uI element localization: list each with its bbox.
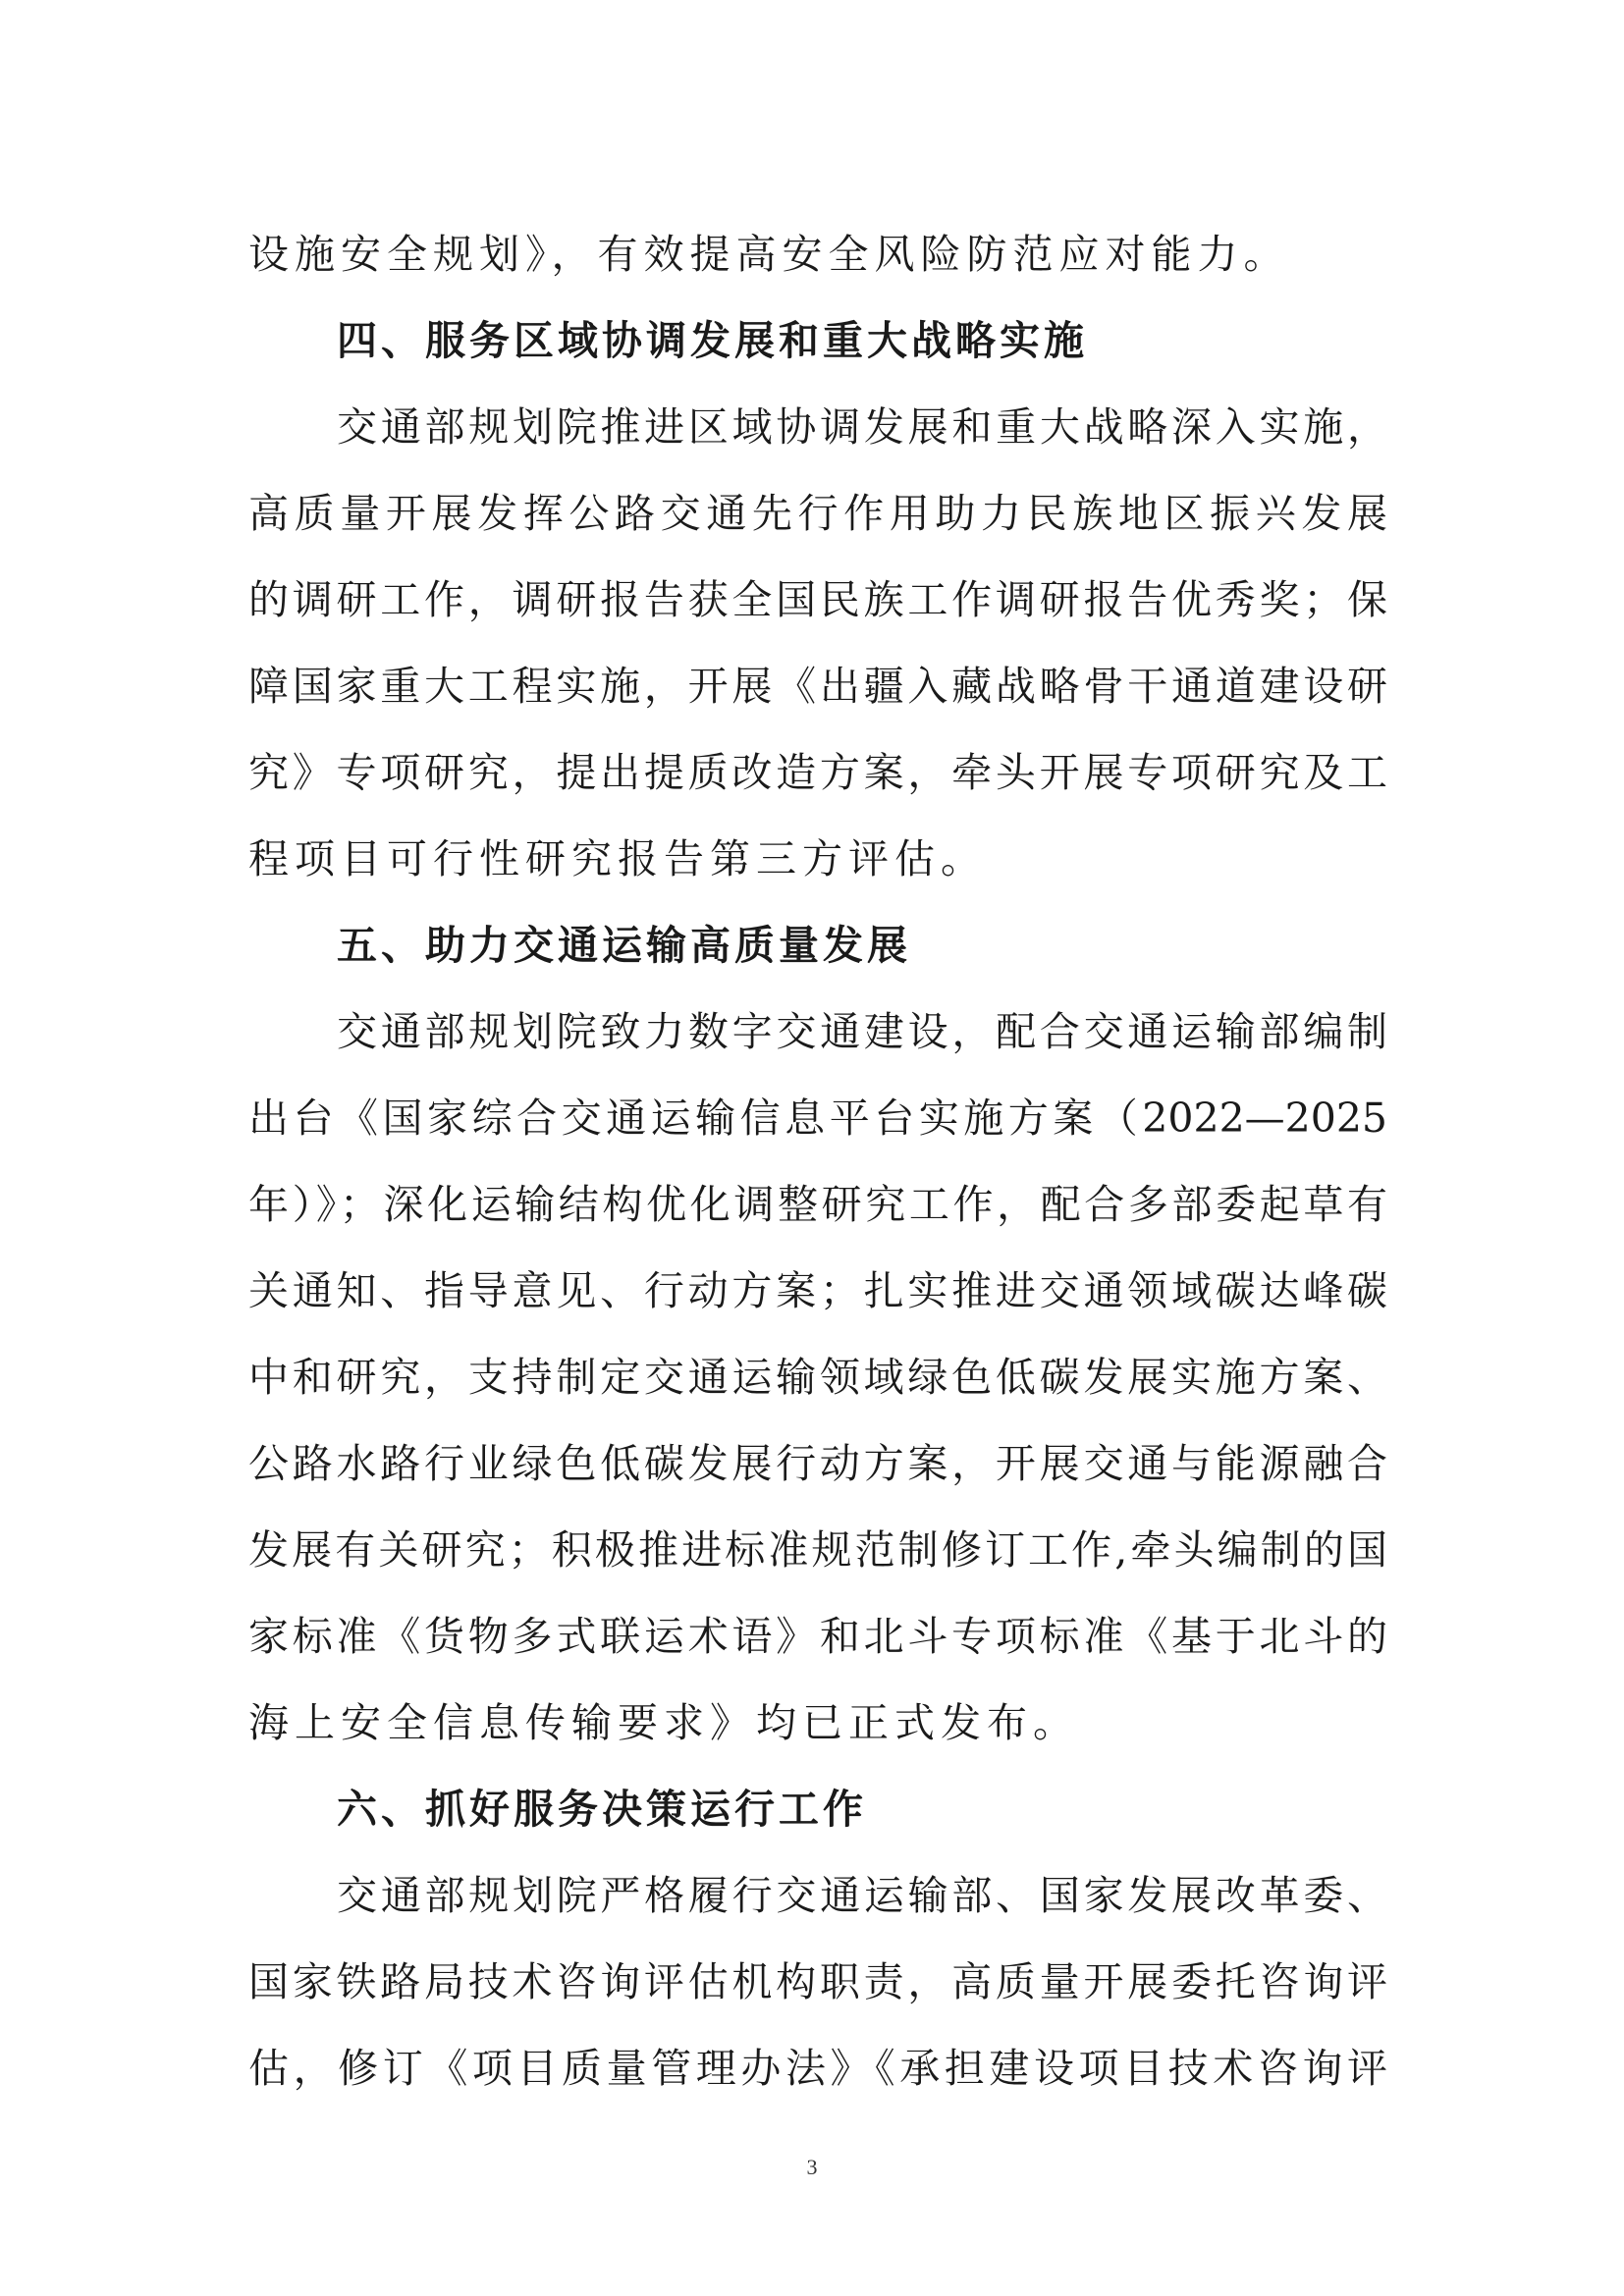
text-line: 估，修订《项目质量管理办法》《承担建设项目技术咨询评 bbox=[248, 2045, 1387, 2092]
text-line: 出台《国家综合交通运输信息平台实施方案（2022—2025 bbox=[248, 1095, 1387, 1142]
text-line: 海上安全信息传输要求》均已正式发布。 bbox=[248, 1699, 1079, 1746]
document-body bbox=[248, 211, 1387, 2111]
paragraph-first-line: 交通部规划院推进区域协调发展和重大战略深入实施， bbox=[337, 403, 1387, 451]
text-line: 家标准《货物多式联运术语》和北斗专项标准《基于北斗的 bbox=[248, 1613, 1387, 1660]
text-line: 设施安全规划》，有效提高安全风险防范应对能力。 bbox=[248, 231, 1290, 278]
section-heading: 五、助力交通运输高质量发展 bbox=[337, 922, 911, 969]
text-line: 关通知、指导意见、行动方案；扎实推进交通领域碳达峰碳 bbox=[248, 1267, 1387, 1314]
text-line: 障国家重大工程实施，开展《出疆入藏战略骨干通道建设研 bbox=[248, 663, 1387, 710]
paragraph-first-line: 交通部规划院严格履行交通运输部、国家发展改革委、 bbox=[337, 1872, 1387, 1919]
text-line: 高质量开展发挥公路交通先行作用助力民族地区振兴发展 bbox=[248, 490, 1387, 537]
text-line: 的调研工作，调研报告获全国民族工作调研报告优秀奖；保 bbox=[248, 576, 1387, 623]
text-line: 公路水路行业绿色低碳发展行动方案，开展交通与能源融合 bbox=[248, 1440, 1387, 1487]
text-line: 究》专项研究，提出提质改造方案，牵头开展专项研究及工 bbox=[248, 749, 1387, 796]
text-line: 年）》；深化运输结构优化调整研究工作，配合多部委起草有 bbox=[248, 1181, 1387, 1228]
page-number: 3 bbox=[806, 2155, 818, 2179]
text-line: 中和研究，支持制定交通运输领域绿色低碳发展实施方案、 bbox=[248, 1354, 1387, 1401]
section-heading: 四、服务区域协调发展和重大战略实施 bbox=[337, 317, 1088, 364]
paragraph-first-line: 交通部规划院致力数字交通建设，配合交通运输部编制 bbox=[337, 1008, 1387, 1055]
text-line: 发展有关研究；积极推进标准规范制修订工作,牵头编制的国 bbox=[248, 1526, 1387, 1574]
section-heading: 六、抓好服务决策运行工作 bbox=[337, 1786, 867, 1833]
text-line: 国家铁路局技术咨询评估机构职责，高质量开展委托咨询评 bbox=[248, 1958, 1387, 2005]
text-line: 程项目可行性研究报告第三方评估。 bbox=[248, 835, 987, 882]
